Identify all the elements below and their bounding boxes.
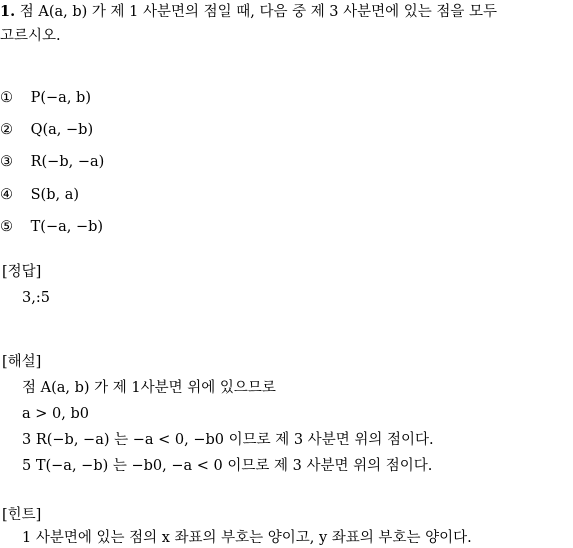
choice-text: R(−b, −a) [30, 154, 105, 170]
explanation-line-1: 점 A(a, b) 가 제 1사분면 위에 있으므로 [22, 380, 276, 396]
choice-marker: ③ [0, 154, 13, 170]
explanation-label: [해설] [2, 354, 42, 370]
explanation-line-2: a > 0, b0 [22, 406, 89, 422]
choice-text: P(−a, b) [30, 90, 91, 106]
choice-text: S(b, a) [30, 187, 80, 203]
explanation-line-4: 5 T(−a, −b) 는 −b0, −a < 0 이므로 제 3 사분면 위의 점이다. [22, 458, 433, 474]
choice-marker: ① [0, 90, 13, 106]
explanation-line-3: 3 R(−b, −a) 는 −a < 0, −b0 이므로 제 3 사분면 위의 점이다. [22, 432, 434, 448]
question-text-1: 점 A(a, b) 가 제 1 사분면의 점일 때, 다음 중 제 3 사분면에 있는 점을 모두 [19, 4, 498, 20]
choice-1[interactable] [0, 88, 91, 108]
choice-2[interactable] [0, 120, 93, 140]
choice-text: T(−a, −b) [30, 219, 104, 235]
question-line-2: 고르시오. [0, 28, 61, 44]
choice-marker: ④ [0, 187, 13, 203]
choice-5[interactable] [0, 217, 103, 237]
question-number: 1. [0, 3, 16, 20]
choice-text: Q(a, −b) [30, 122, 94, 138]
choice-marker: ② [0, 122, 13, 138]
choice-marker: ⑤ [0, 219, 13, 235]
choice-4[interactable] [0, 185, 79, 205]
hint-label: [힌트] [2, 507, 42, 523]
answer-value: 3,:5 [22, 290, 50, 306]
hint-text: 1 사분면에 있는 점의 x 좌표의 부호는 양이고, y 좌표의 부호는 양이다. [22, 530, 472, 546]
answer-label: [정답] [2, 264, 42, 280]
choice-3[interactable] [0, 152, 104, 172]
question-line-1 [0, 2, 497, 22]
